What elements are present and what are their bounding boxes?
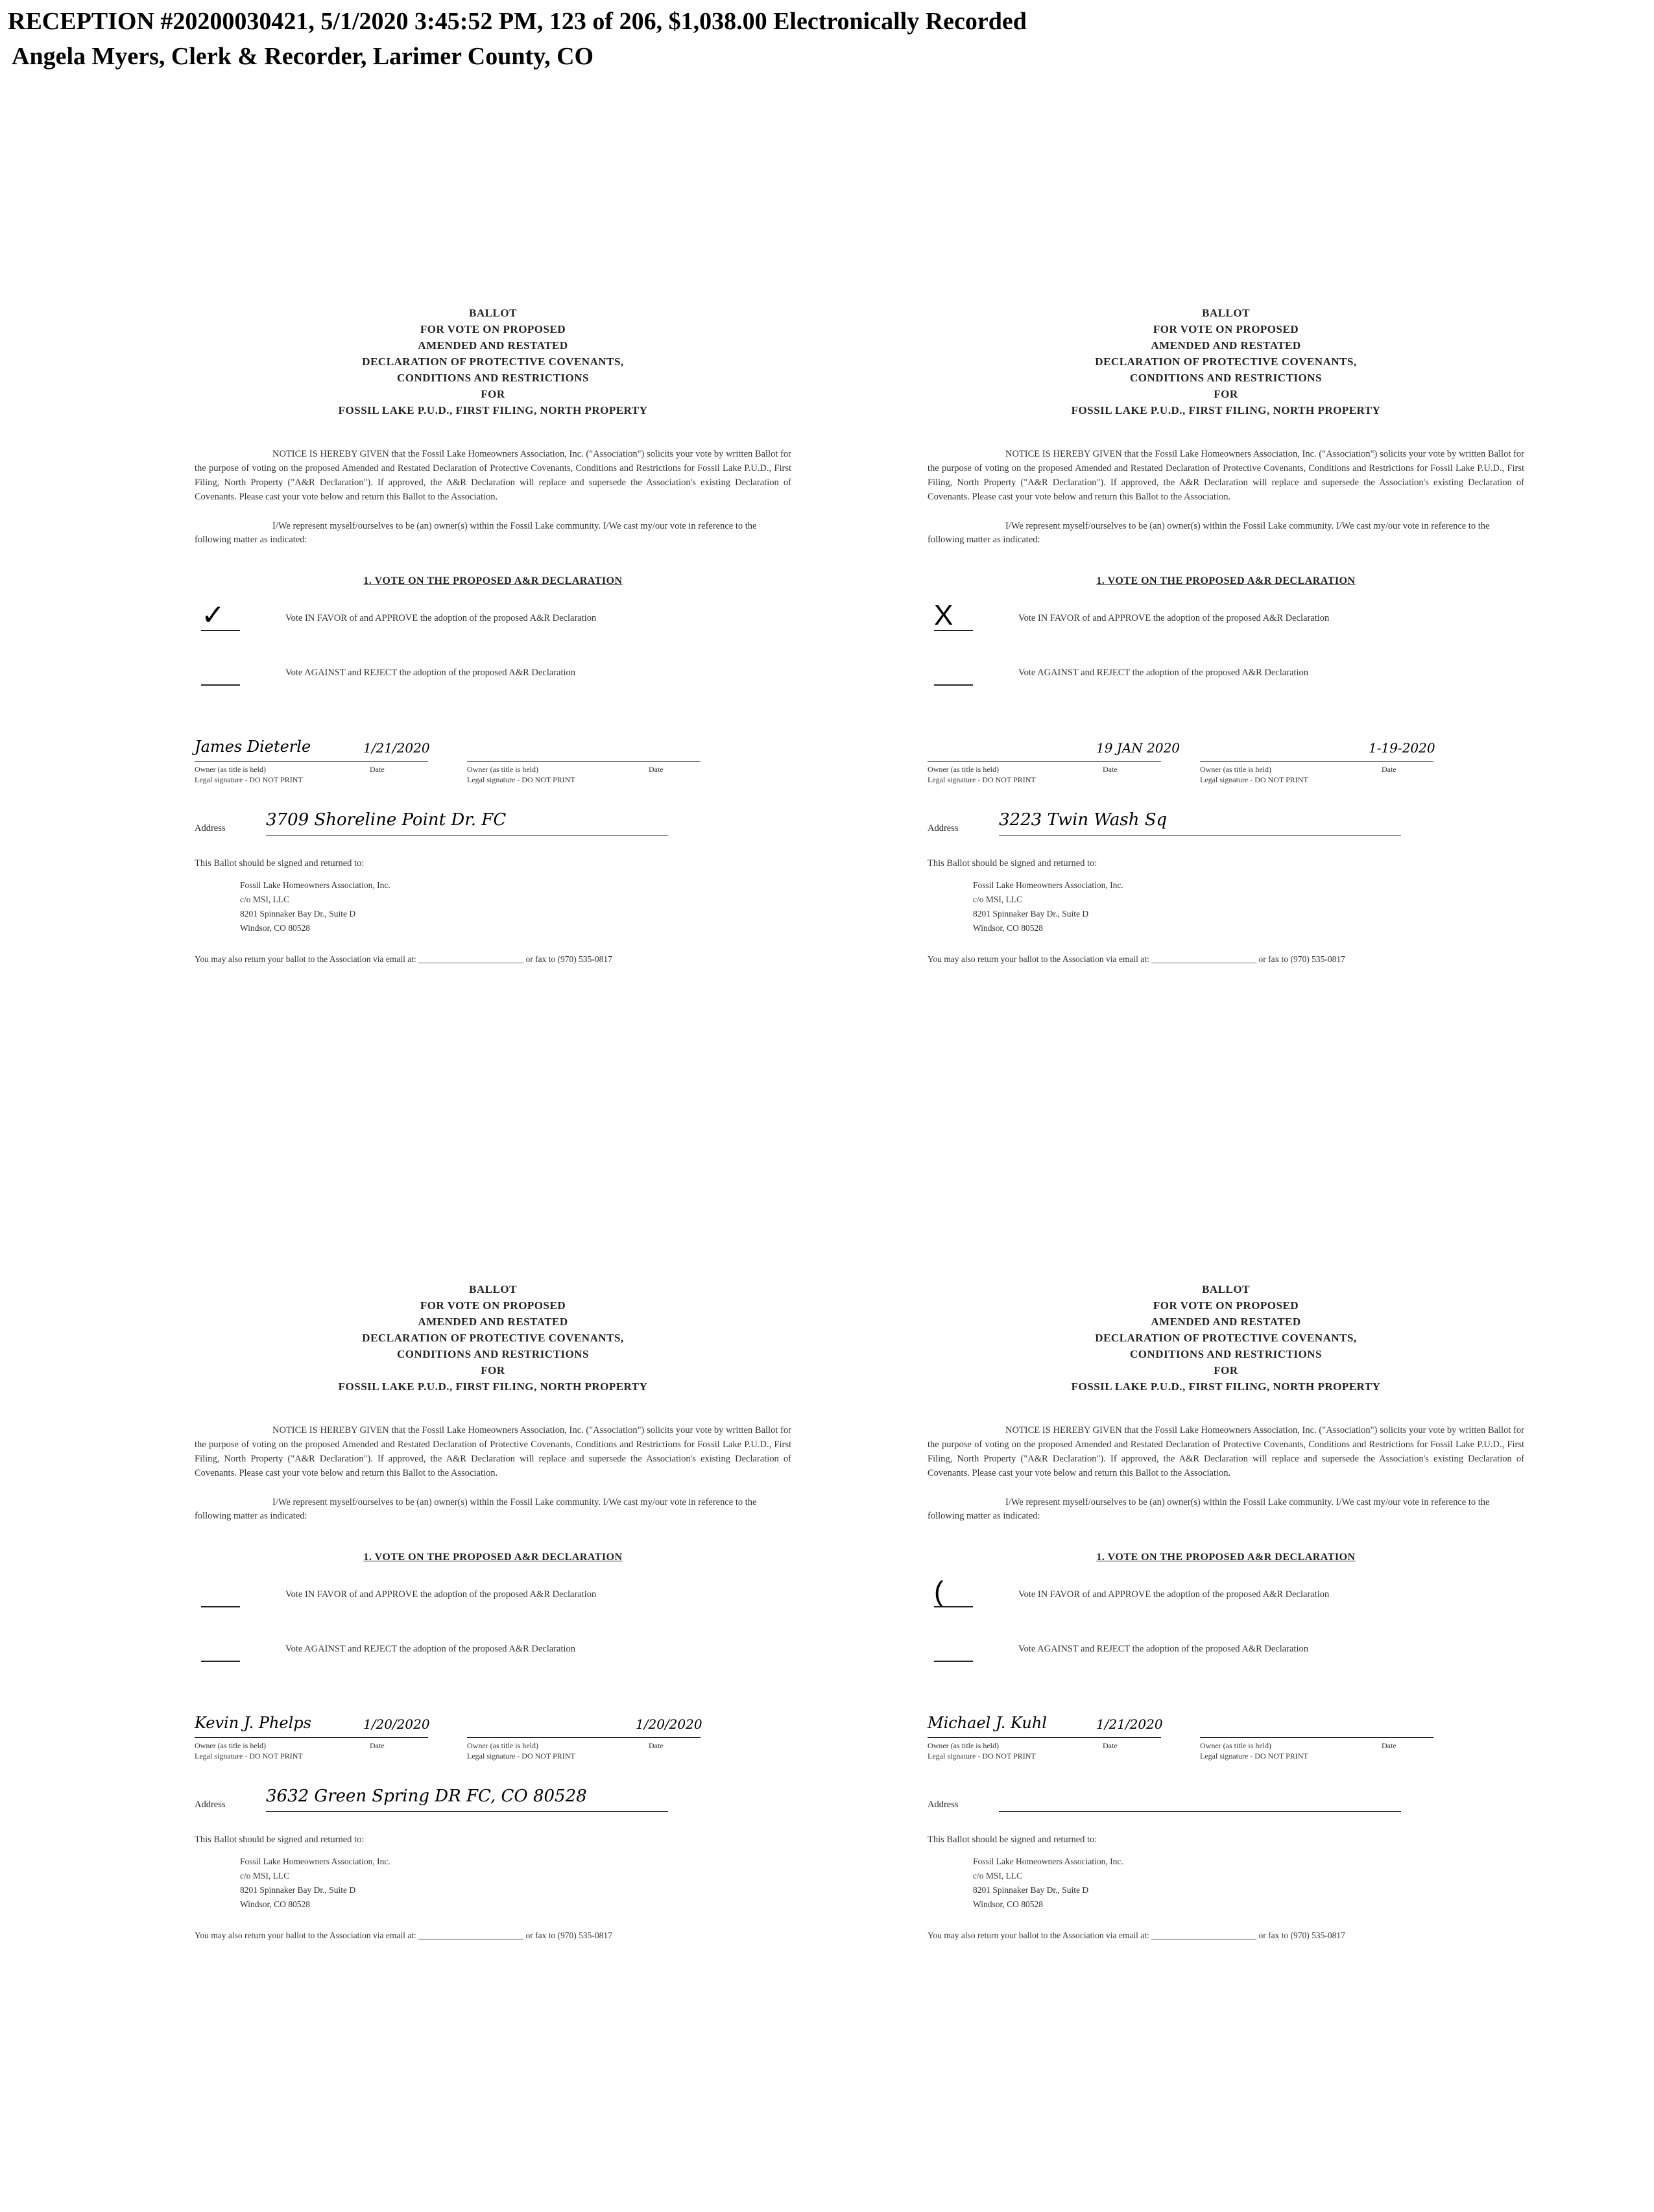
ballot-title-line: FOSSIL LAKE P.U.D., FIRST FILING, NORTH PROPERTY (338, 1380, 648, 1393)
vote-against-row[interactable] (928, 1624, 1524, 1672)
return-address-line: 8201 Spinnaker Bay Dr., Suite D (973, 909, 1089, 919)
date-label-1: Date (370, 1741, 385, 1750)
favor-mark: ( (934, 1576, 944, 1607)
signature-block (195, 1683, 791, 1780)
ballot-title-line: FOSSIL LAKE P.U.D., FIRST FILING, NORTH PROPERTY (1071, 1380, 1381, 1393)
ballot-title-line: FOR (481, 388, 505, 400)
owner-sig-line-2 (467, 1737, 701, 1738)
ballot-title-line: FOR (481, 1364, 505, 1376)
return-address-line: Windsor, CO 80528 (973, 1899, 1044, 1909)
legal-sig-label-2: Legal signature - DO NOT PRINT (467, 1751, 575, 1761)
owner-label-1: Owner (as title is held) (195, 765, 266, 774)
favor-line (201, 630, 240, 631)
ballot-title (928, 305, 1524, 418)
ballot-bottom-left (195, 1281, 791, 2027)
ballot-title-line: DECLARATION OF PROTECTIVE COVENANTS, (362, 355, 624, 368)
ballot-title-line: DECLARATION OF PROTECTIVE COVENANTS, (362, 1332, 624, 1344)
ballot-title (195, 1281, 791, 1395)
favor-line (934, 630, 973, 631)
owner-label-2: Owner (as title is held) (1200, 1741, 1271, 1750)
ballot-title-line: FOR (1214, 1364, 1238, 1376)
favor-line (201, 1606, 240, 1607)
ballot-title-line: BALLOT (1202, 1283, 1250, 1295)
return-instructions: This Ballot should be signed and returned to: (195, 1834, 365, 1845)
ballot-notice: NOTICE IS HEREBY GIVEN that the Fossil Lake Homeowners Association, Inc. ("Association") solicits your vote by written Ballot for the purpose of voting on the proposed Amended and Restated Declaration of Protective Covenants, Conditions and Restrictions for Fossil Lake P.U.D., First Filing, North Property ("A&R Declaration"). If approved, the A&R Declaration will replace and supersede the Association's existing Declaration of Covenants. Please cast your vote below and return this Ballot to the Association. (195, 449, 791, 502)
favor-mark (201, 1572, 259, 1611)
ballot-notice: NOTICE IS HEREBY GIVEN that the Fossil Lake Homeowners Association, Inc. ("Association") solicits your vote by written Ballot for the purpose of voting on the proposed Amended and Restated Declaration of Protective Covenants, Conditions and Restrictions for Fossil Lake P.U.D., First Filing, North Property ("A&R Declaration"). If approved, the A&R Declaration will replace and supersede the Association's existing Declaration of Covenants. Please cast your vote below and return this Ballot to the Association. (928, 449, 1524, 502)
return-address-line: Fossil Lake Homeowners Association, Inc. (240, 880, 390, 890)
return-address (973, 1855, 1524, 1912)
vote-favor-row[interactable] (928, 1570, 1524, 1618)
ballot-representation: I/We represent myself/ourselves to be (an) owner(s) within the Fossil Lake community. I/We cast my/our vote in reference to the following matter as indicated: (195, 521, 757, 545)
address-row[interactable] (195, 1784, 791, 1823)
return-address (973, 878, 1524, 935)
owner-label-1: Owner (as title is held) (195, 1741, 266, 1750)
clerk-line: Angela Myers, Clerk & Recorder, Larimer County, CO (12, 43, 594, 70)
date-label-1: Date (1103, 1741, 1118, 1750)
owner-sig-line-1 (195, 761, 428, 762)
against-mark (934, 651, 992, 690)
address-label: Address (928, 1799, 959, 1810)
against-mark (201, 1627, 259, 1666)
ballot-bottom-right (928, 1281, 1524, 2027)
legal-sig-label-1: Legal signature - DO NOT PRINT (195, 775, 303, 784)
favor-text: Vote IN FAVOR of and APPROVE the adoption of the proposed A&R Declaration (285, 1589, 597, 1600)
favor-mark: X (934, 599, 953, 631)
favor-text: Vote IN FAVOR of and APPROVE the adoption of the proposed A&R Declaration (1018, 1589, 1330, 1600)
date-label-2: Date (649, 1741, 664, 1750)
return-address (240, 1855, 791, 1912)
email-instructions: You may also return your ballot to the Association via email at: ________________________ or fax to (970) 535-0817 (928, 1930, 1345, 1940)
ballot-notice: NOTICE IS HEREBY GIVEN that the Fossil Lake Homeowners Association, Inc. ("Association") solicits your vote by written Ballot for the purpose of voting on the proposed Amended and Restated Declaration of Protective Covenants, Conditions and Restrictions for Fossil Lake P.U.D., First Filing, North Property ("A&R Declaration"). If approved, the A&R Declaration will replace and supersede the Association's existing Declaration of Covenants. Please cast your vote below and return this Ballot to the Association. (195, 1425, 791, 1478)
legal-sig-label-1: Legal signature - DO NOT PRINT (928, 775, 1036, 784)
ballot-title-line: FOSSIL LAKE P.U.D., FIRST FILING, NORTH PROPERTY (338, 404, 648, 416)
ballot-title-line: DECLARATION OF PROTECTIVE COVENANTS, (1095, 1332, 1357, 1344)
vote-favor-row[interactable] (195, 1570, 791, 1618)
signature-block (928, 1683, 1524, 1780)
return-address-line: Fossil Lake Homeowners Association, Inc. (973, 880, 1123, 890)
recording-header (8, 4, 1027, 74)
favor-line (934, 1606, 973, 1607)
address-row[interactable] (195, 808, 791, 847)
ballot-representation: I/We represent myself/ourselves to be (an) owner(s) within the Fossil Lake community. I/We cast my/our vote in reference to the following matter as indicated: (928, 1497, 1490, 1521)
email-instructions: You may also return your ballot to the Association via email at: ________________________ or fax to (970) 535-0817 (928, 954, 1345, 964)
ballot-title-line: FOR VOTE ON PROPOSED (420, 1299, 566, 1312)
date-label-1: Date (1103, 765, 1118, 774)
owner-date-1: 1/21/2020 (1096, 1716, 1163, 1732)
against-line (934, 1661, 973, 1662)
return-address-line: Windsor, CO 80528 (240, 1899, 311, 1909)
date-label-2: Date (649, 765, 664, 774)
ballot-notice: NOTICE IS HEREBY GIVEN that the Fossil Lake Homeowners Association, Inc. ("Association") solicits your vote by written Ballot for the purpose of voting on the proposed Amended and Restated Declaration of Protective Covenants, Conditions and Restrictions for Fossil Lake P.U.D., First Filing, North Property ("A&R Declaration"). If approved, the A&R Declaration will replace and supersede the Association's existing Declaration of Covenants. Please cast your vote below and return this Ballot to the Association. (928, 1425, 1524, 1478)
address-value: 3632 Green Spring DR FC, CO 80528 (266, 1786, 668, 1812)
legal-sig-label-2: Legal signature - DO NOT PRINT (1200, 775, 1308, 784)
signature-block (195, 706, 791, 804)
owner-sig-line-2 (1200, 761, 1433, 762)
favor-mark: ✓ (201, 599, 225, 631)
ballot-representation: I/We represent myself/ourselves to be (an) owner(s) within the Fossil Lake community. I/We cast my/our vote in reference to the following matter as indicated: (195, 1497, 757, 1521)
owner-label-2: Owner (as title is held) (467, 765, 538, 774)
ballot-title-line: DECLARATION OF PROTECTIVE COVENANTS, (1095, 355, 1357, 368)
ballot-title (195, 305, 791, 418)
against-text: Vote AGAINST and REJECT the adoption of the proposed A&R Declaration (285, 667, 576, 678)
ballot-title-line: FOR (1214, 388, 1238, 400)
owner-signature-1: Michael J. Kuhl (928, 1714, 1047, 1732)
vote-against-row[interactable] (195, 1624, 791, 1672)
date-label-1: Date (370, 765, 385, 774)
favor-text: Vote IN FAVOR of and APPROVE the adoption of the proposed A&R Declaration (1018, 613, 1330, 623)
return-address-line: c/o MSI, LLC (973, 895, 1023, 904)
owner-label-2: Owner (as title is held) (467, 1741, 538, 1750)
favor-text: Vote IN FAVOR of and APPROVE the adoption of the proposed A&R Declaration (285, 613, 597, 623)
owner-date-2: 1-19-2020 (1369, 740, 1435, 756)
address-value (999, 1786, 1401, 1812)
section-heading: 1. VOTE ON THE PROPOSED A&R DECLARATION (363, 575, 623, 586)
owner-sig-line-2 (1200, 1737, 1433, 1738)
address-row[interactable] (928, 1784, 1524, 1823)
return-address-line: 8201 Spinnaker Bay Dr., Suite D (240, 1885, 356, 1895)
ballot-title-line: BALLOT (469, 307, 517, 319)
return-address-line: 8201 Spinnaker Bay Dr., Suite D (973, 1885, 1089, 1895)
ballot-representation: I/We represent myself/ourselves to be (an) owner(s) within the Fossil Lake community. I/We cast my/our vote in reference to the following matter as indicated: (928, 521, 1490, 545)
ballot-title (928, 1281, 1524, 1395)
legal-sig-label-2: Legal signature - DO NOT PRINT (1200, 1751, 1308, 1761)
ballot-title-line: CONDITIONS AND RESTRICTIONS (397, 1348, 589, 1360)
return-address-line: Fossil Lake Homeowners Association, Inc. (240, 1857, 390, 1866)
owner-date-1: 1/21/2020 (363, 740, 430, 756)
owner-signature-1: James Dieterle (195, 738, 311, 756)
email-instructions: You may also return your ballot to the Association via email at: ________________________ or fax to (970) 535-0817 (195, 954, 612, 964)
return-address-line: Windsor, CO 80528 (973, 923, 1044, 933)
vote-against-row[interactable] (195, 648, 791, 696)
vote-favor-row[interactable] (195, 594, 791, 642)
ballot-title-line: AMENDED AND RESTATED (418, 339, 568, 352)
against-text: Vote AGAINST and REJECT the adoption of the proposed A&R Declaration (285, 1644, 576, 1654)
ballot-title-line: FOR VOTE ON PROPOSED (1153, 1299, 1299, 1312)
legal-sig-label-2: Legal signature - DO NOT PRINT (467, 775, 575, 784)
return-address (240, 878, 791, 935)
against-text: Vote AGAINST and REJECT the adoption of the proposed A&R Declaration (1018, 1644, 1309, 1654)
ballot-title-line: AMENDED AND RESTATED (1151, 339, 1301, 352)
owner-date-1: 1/20/2020 (363, 1716, 430, 1732)
date-label-2: Date (1382, 765, 1396, 774)
owner-sig-line-1 (928, 761, 1161, 762)
owner-label-1: Owner (as title is held) (928, 765, 999, 774)
owner-label-2: Owner (as title is held) (1200, 765, 1271, 774)
ballot-title-line: AMENDED AND RESTATED (418, 1316, 568, 1328)
return-address-line: Fossil Lake Homeowners Association, Inc. (973, 1857, 1123, 1866)
owner-label-1: Owner (as title is held) (928, 1741, 999, 1750)
date-label-2: Date (1382, 1741, 1396, 1750)
return-address-line: 8201 Spinnaker Bay Dr., Suite D (240, 909, 356, 919)
address-label: Address (195, 823, 226, 834)
owner-date-1: 19 JAN 2020 (1096, 740, 1181, 756)
ballot-title-line: CONDITIONS AND RESTRICTIONS (397, 372, 589, 384)
ballot-title-line: FOSSIL LAKE P.U.D., FIRST FILING, NORTH PROPERTY (1071, 404, 1381, 416)
vote-favor-row[interactable] (928, 594, 1524, 642)
address-label: Address (195, 1799, 226, 1810)
reception-line: RECEPTION #20200030421, 5/1/2020 3:45:52 PM, 123 of 206, $1,038.00 Electronically Recorded (8, 8, 1027, 35)
ballot-title-line: AMENDED AND RESTATED (1151, 1316, 1301, 1328)
return-instructions: This Ballot should be signed and returned to: (195, 858, 365, 869)
against-line (201, 684, 240, 686)
return-address-line: c/o MSI, LLC (240, 1871, 290, 1881)
vote-against-row[interactable] (928, 648, 1524, 696)
return-address-line: Windsor, CO 80528 (240, 923, 311, 933)
against-line (201, 1661, 240, 1662)
against-line (934, 684, 973, 686)
ballot-title-line: BALLOT (469, 1283, 517, 1295)
section-heading: 1. VOTE ON THE PROPOSED A&R DECLARATION (363, 1552, 623, 1563)
section-heading: 1. VOTE ON THE PROPOSED A&R DECLARATION (1096, 1552, 1356, 1563)
owner-sig-line-1 (195, 1737, 428, 1738)
owner-sig-line-1 (928, 1737, 1161, 1738)
return-address-line: c/o MSI, LLC (973, 1871, 1023, 1881)
ballot-top-right (928, 305, 1524, 1051)
owner-sig-line-2 (467, 761, 701, 762)
ballot-top-left (195, 305, 791, 1051)
against-mark (201, 651, 259, 690)
signature-block (928, 706, 1524, 804)
email-instructions: You may also return your ballot to the Association via email at: ________________________ or fax to (970) 535-0817 (195, 1930, 612, 1940)
address-label: Address (928, 823, 959, 834)
ballot-title-line: FOR VOTE ON PROPOSED (420, 323, 566, 335)
ballot-title-line: BALLOT (1202, 307, 1250, 319)
legal-sig-label-1: Legal signature - DO NOT PRINT (928, 1751, 1036, 1761)
section-heading: 1. VOTE ON THE PROPOSED A&R DECLARATION (1096, 575, 1356, 586)
against-mark (934, 1627, 992, 1666)
ballot-title-line: CONDITIONS AND RESTRICTIONS (1130, 372, 1322, 384)
owner-date-2: 1/20/2020 (636, 1716, 702, 1732)
ballot-title-line: CONDITIONS AND RESTRICTIONS (1130, 1348, 1322, 1360)
legal-sig-label-1: Legal signature - DO NOT PRINT (195, 1751, 303, 1761)
return-instructions: This Ballot should be signed and returned to: (928, 1834, 1097, 1845)
return-address-line: c/o MSI, LLC (240, 895, 290, 904)
address-row[interactable] (928, 808, 1524, 847)
return-instructions: This Ballot should be signed and returned to: (928, 858, 1097, 869)
address-value: 3709 Shoreline Point Dr. FC (266, 810, 668, 836)
owner-signature-1: Kevin J. Phelps (195, 1714, 311, 1732)
ballot-title-line: FOR VOTE ON PROPOSED (1153, 323, 1299, 335)
address-value: 3223 Twin Wash Sq (999, 810, 1401, 836)
against-text: Vote AGAINST and REJECT the adoption of the proposed A&R Declaration (1018, 667, 1309, 678)
